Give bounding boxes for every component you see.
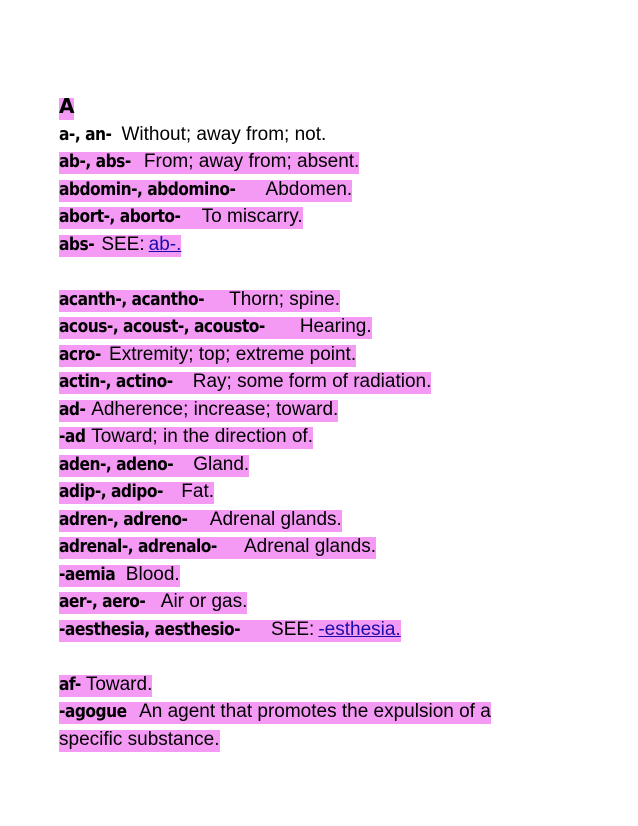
- entry-highlight: [59, 345, 356, 367]
- entry-definition: Blood.: [125, 563, 180, 585]
- entry-highlight: [59, 482, 214, 504]
- entry-highlight: [59, 592, 247, 614]
- entry-highlight: [59, 180, 352, 202]
- entry-highlight: [59, 702, 491, 724]
- entry-definition: Abdomen.: [265, 178, 353, 200]
- glossary-page: [59, 93, 599, 753]
- entry: [59, 616, 599, 644]
- entry-term: abort-, aborto-: [59, 206, 181, 227]
- entry-definition: Gland.: [193, 453, 250, 475]
- entry-term: a-, an-: [59, 123, 112, 145]
- entry-term: abdomin-, abdomino-: [59, 178, 236, 200]
- entry-definition: Fat.: [181, 481, 215, 502]
- entry-term: ad-: [59, 398, 86, 420]
- entry: [59, 698, 599, 726]
- entry-highlight: [59, 400, 338, 422]
- entry-term: actin-, actino-: [59, 371, 173, 392]
- entry-definition: Without; away from; not.: [121, 123, 327, 145]
- entry-definition: To miscarry.: [201, 206, 303, 227]
- entry-definition: Air or gas.: [160, 591, 248, 612]
- entry-term: adren-, adreno-: [59, 508, 188, 530]
- section-letter-line: [59, 93, 599, 121]
- entry-highlight: [59, 455, 249, 477]
- entry-highlight: [59, 290, 340, 312]
- entry-highlight: [59, 372, 431, 394]
- entry: [59, 148, 599, 176]
- entry-highlight: [59, 427, 313, 449]
- entry: [59, 203, 599, 231]
- entry-highlight: [59, 510, 342, 532]
- entry: [59, 533, 599, 561]
- entry-term: acro-: [59, 343, 101, 365]
- entry-term: aden-, adeno-: [59, 453, 174, 475]
- entry-term: -aesthesia, aesthesio-: [59, 618, 241, 640]
- entry-highlight: [59, 235, 181, 257]
- entry: [59, 506, 599, 534]
- entry-continuation: [59, 726, 599, 754]
- entry-definition: Thorn; spine.: [229, 288, 340, 310]
- entry-definition: Ray; some form of radiation.: [192, 371, 432, 392]
- entry-term: -ad: [59, 426, 86, 447]
- entry-term: ab-, abs-: [59, 151, 131, 172]
- entry: [59, 396, 599, 424]
- entry-term: af-: [59, 673, 81, 695]
- entry: [59, 423, 599, 451]
- entry-term: -aemia: [59, 563, 116, 585]
- cross-reference-link[interactable]: ab-.: [148, 233, 182, 255]
- section-letter: A: [59, 94, 75, 118]
- entry: [59, 231, 599, 259]
- entry-definition: Adherence; increase; toward.: [91, 398, 339, 420]
- entry-definition: Extremity; top; extreme point.: [109, 343, 357, 365]
- entry: [59, 368, 599, 396]
- entry-definition: Hearing.: [299, 316, 372, 337]
- entry-term: aer-, aero-: [59, 591, 146, 612]
- entry-definition: Adrenal glands.: [244, 536, 377, 557]
- entry-term: -agogue: [59, 701, 127, 722]
- entry-term: adip-, adipo-: [59, 481, 163, 502]
- cross-reference-link[interactable]: -esthesia.: [318, 618, 401, 640]
- entry: [59, 286, 599, 314]
- entry-definition: Adrenal glands.: [209, 508, 342, 530]
- entry-highlight: [59, 675, 152, 697]
- entry-highlight: [59, 730, 220, 752]
- spacer: [59, 643, 599, 671]
- section-letter-highlight: [59, 94, 75, 120]
- entry: [59, 341, 599, 369]
- entry-definition: An agent that promotes the expulsion of a: [139, 701, 491, 722]
- entry-definition: Toward.: [85, 673, 153, 695]
- entry-highlight: [59, 152, 359, 174]
- entry: [59, 451, 599, 479]
- entry: [59, 671, 599, 699]
- see-label: SEE:: [101, 233, 145, 255]
- entry-term: acous-, acoust-, acousto-: [59, 316, 265, 337]
- entry-definition: Toward; in the direction of.: [91, 426, 313, 447]
- entry-highlight: [59, 317, 372, 339]
- entry-definition: specific substance.: [59, 728, 220, 750]
- entry: [59, 313, 599, 341]
- entry-term: adrenal-, adrenalo-: [59, 536, 217, 557]
- entry-highlight: [59, 620, 401, 642]
- entry-term: abs-: [59, 233, 95, 255]
- entry-highlight: [59, 565, 180, 587]
- entry: [59, 561, 599, 589]
- see-label: SEE:: [271, 618, 315, 640]
- spacer: [59, 258, 599, 286]
- entry: [59, 176, 599, 204]
- entry: [59, 121, 599, 149]
- entry-highlight: [59, 207, 303, 229]
- entry: [59, 588, 599, 616]
- entry: [59, 478, 599, 506]
- entry-definition: From; away from; absent.: [143, 151, 360, 172]
- entry-term: acanth-, acantho-: [59, 288, 205, 310]
- entry-highlight: [59, 537, 376, 559]
